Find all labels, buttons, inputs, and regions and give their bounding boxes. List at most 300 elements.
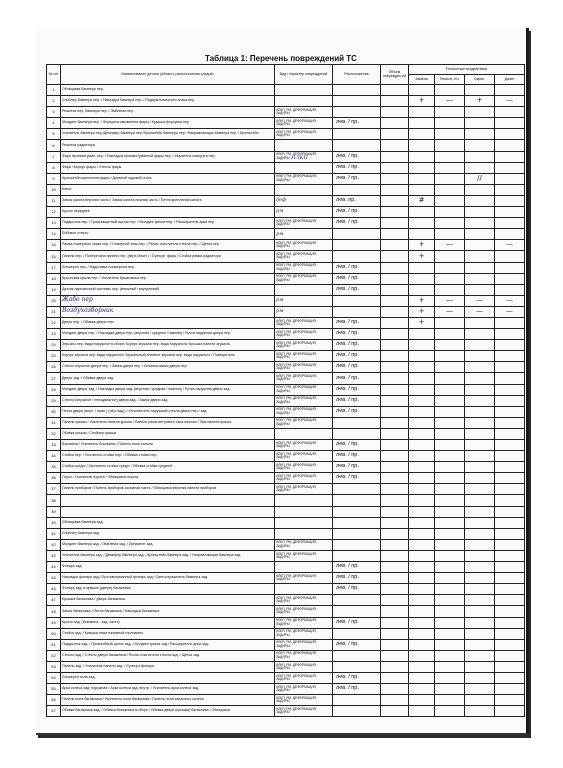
table-row (47, 550, 525, 561)
table-row (47, 262, 525, 273)
damage-type (275, 295, 333, 306)
table-row (47, 706, 525, 717)
table-row (47, 639, 525, 650)
diag-mark (495, 672, 525, 683)
paint-mark (465, 384, 495, 395)
diag-mark (495, 595, 525, 606)
diag-mark (495, 251, 525, 262)
row-number: 47 (47, 595, 61, 606)
repair-mark (435, 517, 465, 528)
paint-mark (465, 351, 495, 362)
row-number: 31 (47, 417, 61, 428)
header-location: Расположение (333, 65, 381, 85)
header-volume: Объем поврежден ий (381, 65, 409, 85)
row-number: 51 (47, 639, 61, 650)
location (333, 107, 381, 118)
volume-cell (381, 539, 409, 550)
part-name (61, 495, 275, 506)
location: лев. / пр. (333, 684, 381, 695)
location: лев. / пр. (333, 273, 381, 284)
diag-mark (495, 661, 525, 672)
paint-mark: — (465, 295, 495, 306)
volume-cell (381, 562, 409, 573)
paint-mark (465, 218, 495, 229)
paint-mark (465, 539, 495, 550)
location: лев. / пр. (333, 406, 381, 417)
table-row (47, 85, 525, 96)
volume-cell (381, 440, 409, 451)
repair-mark: — (435, 306, 465, 317)
row-number: 37 (47, 484, 61, 495)
paint-mark (465, 650, 495, 661)
volume-cell (381, 706, 409, 717)
replace-mark (409, 562, 435, 573)
damage-type (275, 306, 333, 317)
location (333, 85, 381, 96)
repair-mark (435, 340, 465, 351)
diag-mark (495, 440, 525, 451)
replace-mark: + (409, 96, 435, 107)
part-name (61, 506, 275, 517)
replace-mark (409, 584, 435, 595)
diag-mark: — (495, 96, 525, 107)
replace-mark (409, 229, 435, 240)
diag-mark (495, 606, 525, 617)
replace-mark (409, 173, 435, 184)
table-row (47, 340, 525, 351)
row-number: 27 (47, 373, 61, 384)
damage-type: НЛКП, РМ, ДЕФОРМАЦИЯ, ЗАДИРЫ (275, 606, 333, 617)
damage-type (275, 584, 333, 595)
repair-mark (435, 528, 465, 539)
repair-mark (435, 584, 465, 595)
paint-mark (465, 661, 495, 672)
diag-mark (495, 517, 525, 528)
repair-mark (435, 562, 465, 573)
table-row (47, 129, 525, 140)
volume-cell (381, 373, 409, 384)
volume-cell (381, 684, 409, 695)
part-name: Стекло зад. / Стекло двери багажника / Рычаг очистителя стекла зад. / Щетка зад. (61, 650, 275, 661)
replace-mark (409, 329, 435, 340)
paint-mark (465, 428, 495, 439)
repair-mark (435, 173, 465, 184)
paint-mark (465, 672, 495, 683)
replace-mark (409, 362, 435, 373)
volume-cell (381, 96, 409, 107)
paint-mark (465, 207, 495, 218)
repair-mark (435, 672, 465, 683)
diag-mark (495, 317, 525, 328)
location: лев. / пр. (333, 473, 381, 484)
location: лев. / пр. (333, 284, 381, 295)
repair-mark (435, 362, 465, 373)
damage-type: НЛКП, РМ, ДЕФОРМАЦИЯ, ЗАДИРЫ НЛКП (275, 151, 333, 162)
diag-mark (495, 562, 525, 573)
part-name: Капот (61, 184, 275, 195)
diag-mark (495, 229, 525, 240)
repair-mark (435, 251, 465, 262)
paint-mark (465, 706, 495, 717)
table-row (47, 306, 525, 317)
repair-mark (435, 539, 465, 550)
table-row (47, 562, 525, 573)
part-name: Стойка зад. / Крышка люка наливной горловины (61, 628, 275, 639)
location: лев. / пр. (333, 384, 381, 395)
location: лев. / пр. (333, 573, 381, 584)
damage-type: НЛКП, РМ, ДЕФОРМАЦИЯ, ЗАДИРЫ (275, 384, 333, 395)
row-number: 35 (47, 462, 61, 473)
repair-mark (435, 428, 465, 439)
replace-mark (409, 451, 435, 462)
diag-mark (495, 506, 525, 517)
volume-cell (381, 240, 409, 251)
volume-cell (381, 573, 409, 584)
row-number: 25 (47, 351, 61, 362)
replace-mark (409, 340, 435, 351)
damage-type: НЛКП, РМ, ДЕФОРМАЦИЯ, ЗАДИРЫ (275, 118, 333, 129)
table-row (47, 440, 525, 451)
part-name: Молдинг двери зад. / Накладка двери зад. (верхняя / средняя / нижняя) / Ручка наружная двери зад. (61, 384, 275, 395)
table-row (47, 240, 525, 251)
paint-mark (465, 528, 495, 539)
row-number: 56 (47, 695, 61, 706)
location: лев. / пр. (333, 440, 381, 451)
location: лев. / пр. (333, 218, 381, 229)
diag-mark (495, 395, 525, 406)
damage-type: НЛКП, РМ, ДЕФОРМАЦИЯ, ЗАДИРЫ (275, 251, 333, 262)
part-name: Стекло опускное двери пер. / Замок двери пер. / Личинка замка двери пер. (61, 362, 275, 373)
replace-mark (409, 473, 435, 484)
row-number: 33 (47, 440, 61, 451)
part-name: Фонарь зад. в крышке (двери) багажника (61, 584, 275, 595)
table-row (47, 406, 525, 417)
damage-type (275, 195, 333, 206)
volume-cell (381, 428, 409, 439)
row-number: 41 (47, 528, 61, 539)
volume-cell (381, 329, 409, 340)
part-name: Дверь пер. / Обивка двери пер. (61, 317, 275, 328)
replace-mark (409, 85, 435, 96)
handwritten-part-name: Воздухозборник (62, 307, 114, 315)
volume-cell (381, 340, 409, 351)
repair-mark (435, 395, 465, 406)
replace-mark (409, 484, 435, 495)
repair-mark (435, 440, 465, 451)
document-sheet (36, 28, 529, 735)
repair-mark (435, 162, 465, 173)
volume-cell (381, 351, 409, 362)
repair-mark (435, 373, 465, 384)
location (333, 606, 381, 617)
diag-mark (495, 473, 525, 484)
table-row (47, 351, 525, 362)
diag-mark (495, 262, 525, 273)
damage-type (275, 184, 333, 195)
replace-mark (409, 284, 435, 295)
paint-mark (465, 118, 495, 129)
volume-cell (381, 284, 409, 295)
repair-mark (435, 628, 465, 639)
volume-cell (381, 85, 409, 96)
table-row (47, 628, 525, 639)
diag-mark (495, 151, 525, 162)
diag-mark (495, 684, 525, 695)
row-number: 54 (47, 672, 61, 683)
repair-mark (435, 140, 465, 151)
table-row (47, 473, 525, 484)
part-name: Петля двери (верх. / нижн.) (пер./зад.) / Уплотнитель наружный стекла двери пер./ зад. (61, 406, 275, 417)
damage-type (275, 495, 333, 506)
diag-mark (495, 284, 525, 295)
part-name: Спойлер бампера пер. / Накладка бампера пер. / Подиум номерного знака пер. (61, 96, 275, 107)
location: лев. пр. (333, 195, 381, 206)
part-name: Усилитель бампера пер./Демпфер бампера пер./Кронштейн бампера пер. /Направляющая бампера пер. / Кронштейн (61, 129, 275, 140)
paint-mark (465, 317, 495, 328)
table-row (47, 140, 525, 151)
repair-mark (435, 129, 465, 140)
row-number: 44 (47, 562, 61, 573)
repair-mark (435, 573, 465, 584)
replace-mark (409, 672, 435, 683)
paint-mark (465, 140, 495, 151)
volume-cell (381, 129, 409, 140)
replace-mark (409, 373, 435, 384)
row-number: 53 (47, 661, 61, 672)
paint-mark (465, 462, 495, 473)
location (333, 484, 381, 495)
replace-mark: + (409, 240, 435, 251)
repair-mark (435, 262, 465, 273)
table-row (47, 107, 525, 118)
paint-mark (465, 262, 495, 273)
location: лев. / пр. (333, 173, 381, 184)
paint-mark (465, 362, 495, 373)
diag-mark (495, 462, 525, 473)
diag-mark (495, 140, 525, 151)
damage-type (275, 428, 333, 439)
replace-mark (409, 428, 435, 439)
row-number: 29 (47, 395, 61, 406)
table-row (47, 184, 525, 195)
volume-cell (381, 584, 409, 595)
table-row (47, 273, 525, 284)
replace-mark (409, 639, 435, 650)
paint-mark (465, 107, 495, 118)
volume-cell (381, 695, 409, 706)
part-name: Решетка пер. бампера пер. / Эмблема пер. (61, 107, 275, 118)
table-row (47, 295, 525, 306)
table-row (47, 384, 525, 395)
volume-cell (381, 229, 409, 240)
replace-mark (409, 406, 435, 417)
part-name: Обивка багажника зад. / Обивка багажника в сборе / Обивка двери (крышки) багажника / Облицовка (61, 706, 275, 717)
volume-cell (381, 162, 409, 173)
location (333, 306, 381, 317)
diag-mark (495, 384, 525, 395)
part-name: Обивка крыши / Спойлер крыши (61, 428, 275, 439)
damage-type: НЛКП, РМ, ДЕФОРМАЦИЯ, ЗАДИРЫ (275, 617, 333, 628)
location: лев. / пр. (333, 329, 381, 340)
diag-mark (495, 628, 525, 639)
table-row (47, 506, 525, 517)
damage-type (275, 506, 333, 517)
repair-mark (435, 617, 465, 628)
damage-type: НЛКП, РМ, ДЕФОРМАЦИЯ, ЗАДИРЫ (275, 317, 333, 328)
damage-type: НЛКП, РМ, ДЕФОРМАЦИЯ, ЗАДИРЫ (275, 406, 333, 417)
part-name: Стойка средн. / Усилитель стойки средн. / Обивка стойки средней (61, 462, 275, 473)
diag-mark (495, 118, 525, 129)
repair-mark (435, 195, 465, 206)
part-name: Панель пер. / Поперечина панели пер. (верх./нижн.) / Суппорт фары / Стойка рамки радиатора (61, 251, 275, 262)
row-number: 43 (47, 550, 61, 561)
table-row (47, 684, 525, 695)
diag-mark (495, 695, 525, 706)
volume-cell (381, 617, 409, 628)
table-row (47, 218, 525, 229)
part-name: Накладка фонаря зад./ Противотуманный фонарь зад./ Светоотражатель бампера зад. (61, 573, 275, 584)
diag-mark (495, 417, 525, 428)
row-number: 57 (47, 706, 61, 717)
row-number: 48 (47, 606, 61, 617)
part-name: Панель зад. / Усилитель панели зад. / Суппорт фонаря (61, 661, 275, 672)
table-row (47, 617, 525, 628)
damage-type: НЛКП, РМ, ДЕФОРМАЦИЯ, ЗАДИРЫ (275, 329, 333, 340)
diag-mark (495, 451, 525, 462)
part-name: Спойлер бампера зад. (61, 528, 275, 539)
diag-mark (495, 584, 525, 595)
part-name: Порог / Усилитель порога / Облицовка порога (61, 473, 275, 484)
damage-type: НЛКП, РМ, ДЕФОРМАЦИЯ, ЗАДИРЫ (275, 539, 333, 550)
location (333, 129, 381, 140)
row-number: 17 (47, 262, 61, 273)
table-row (47, 329, 525, 340)
replace-mark (409, 351, 435, 362)
damage-type (275, 528, 333, 539)
volume-cell (381, 606, 409, 617)
damage-type: НЛКП, РМ, ДЕФОРМАЦИЯ, ЗАДИРЫ (275, 695, 333, 706)
damage-type: НЛКП, РМ, ДЕФОРМАЦИЯ, ЗАДИРЫ (275, 273, 333, 284)
damage-type: НЛКП, РМ, ДЕФОРМАЦИЯ, ЗАДИРЫ (275, 706, 333, 717)
repair-mark (435, 639, 465, 650)
diag-mark (495, 373, 525, 384)
diag-mark (495, 107, 525, 118)
row-number: 45 (47, 573, 61, 584)
table-row (47, 151, 525, 162)
row-number: 12 (47, 207, 61, 218)
header-paint: Окрас. (465, 75, 495, 85)
repair-mark (435, 706, 465, 717)
table-row (47, 484, 525, 495)
location (333, 96, 381, 107)
header-repair-group: Ремонтные воздействия (409, 65, 525, 75)
damage-type: НЛКП, РМ, ДЕФОРМАЦИЯ, ЗАДИРЫ (275, 661, 333, 672)
volume-cell (381, 473, 409, 484)
replace-mark (409, 207, 435, 218)
paint-mark (465, 229, 495, 240)
volume-cell (381, 451, 409, 462)
volume-cell (381, 628, 409, 639)
repair-mark (435, 484, 465, 495)
paint-mark (465, 395, 495, 406)
damage-type: НЛКП, РМ, ДЕФОРМАЦИЯ, ЗАДИРЫ (275, 473, 333, 484)
part-name: Стекло (опускное / неподвижное) двери зад. / Замок двери зад. (61, 395, 275, 406)
location: лев. / пр. (333, 317, 381, 328)
location: лев. / пр. (333, 151, 381, 162)
row-number: 23 (47, 329, 61, 340)
diag-mark (495, 207, 525, 218)
row-number: 6 (47, 140, 61, 151)
diag-mark (495, 428, 525, 439)
row-number: 13 (47, 218, 61, 229)
row-number: 30 (47, 406, 61, 417)
header-num: № п/п (47, 65, 61, 85)
table-row (47, 251, 525, 262)
paint-mark (465, 406, 495, 417)
header-damage: Вид / характер повреждений (275, 65, 333, 85)
part-name: Датчик парковочной системы пер. (внешний / внутренний) (61, 284, 275, 295)
damage-type: НЛКП, РМ, ДЕФОРМАЦИЯ, ЗАДИРЫ (275, 462, 333, 473)
row-number: 26 (47, 362, 61, 373)
repair-mark (435, 506, 465, 517)
volume-cell (381, 384, 409, 395)
part-name: Лонжерон пола зад. (61, 672, 275, 683)
row-number: 20 (47, 295, 61, 306)
table-row (47, 672, 525, 683)
diag-mark (495, 617, 525, 628)
location: лев. / пр. (333, 395, 381, 406)
location (333, 295, 381, 306)
part-name: Лобовое стекло (61, 229, 275, 240)
repair-mark (435, 151, 465, 162)
damage-type: НЛКП, РМ, ДЕФОРМАЦИЯ, ЗАДИРЫ (275, 395, 333, 406)
repair-mark (435, 606, 465, 617)
diag-mark (495, 539, 525, 550)
location (333, 140, 381, 151)
table-row (47, 195, 525, 206)
replace-mark (409, 706, 435, 717)
location (333, 517, 381, 528)
table-title: Таблица 1: Перечень повреждений ТС (205, 54, 357, 63)
row-number: 28 (47, 384, 61, 395)
repair-mark (435, 695, 465, 706)
repair-mark (435, 495, 465, 506)
table-row (47, 528, 525, 539)
location (333, 661, 381, 672)
replace-mark (409, 661, 435, 672)
part-name: Зеркало пер. вида наружное в сборе/ Корпус зеркала пер. вида наружного/ Крышка панели зеркала (61, 340, 275, 351)
row-number: 52 (47, 650, 61, 661)
row-number: 39 (47, 506, 61, 517)
table-row (47, 517, 525, 528)
location (333, 695, 381, 706)
replace-mark (409, 417, 435, 428)
diag-mark (495, 273, 525, 284)
repair-mark (435, 329, 465, 340)
replace-mark (409, 118, 435, 129)
volume-cell (381, 195, 409, 206)
replace-mark: + (409, 306, 435, 317)
part-name (61, 295, 275, 306)
paint-mark (465, 129, 495, 140)
diag-mark: — (495, 295, 525, 306)
row-number: 42 (47, 539, 61, 550)
repair-mark (435, 284, 465, 295)
damage-type: НЛКП, РМ, ДЕФОРМАЦИЯ, ЗАДИРЫ (275, 129, 333, 140)
table-row (47, 462, 525, 473)
replace-mark (409, 162, 435, 173)
paint-mark (465, 550, 495, 561)
